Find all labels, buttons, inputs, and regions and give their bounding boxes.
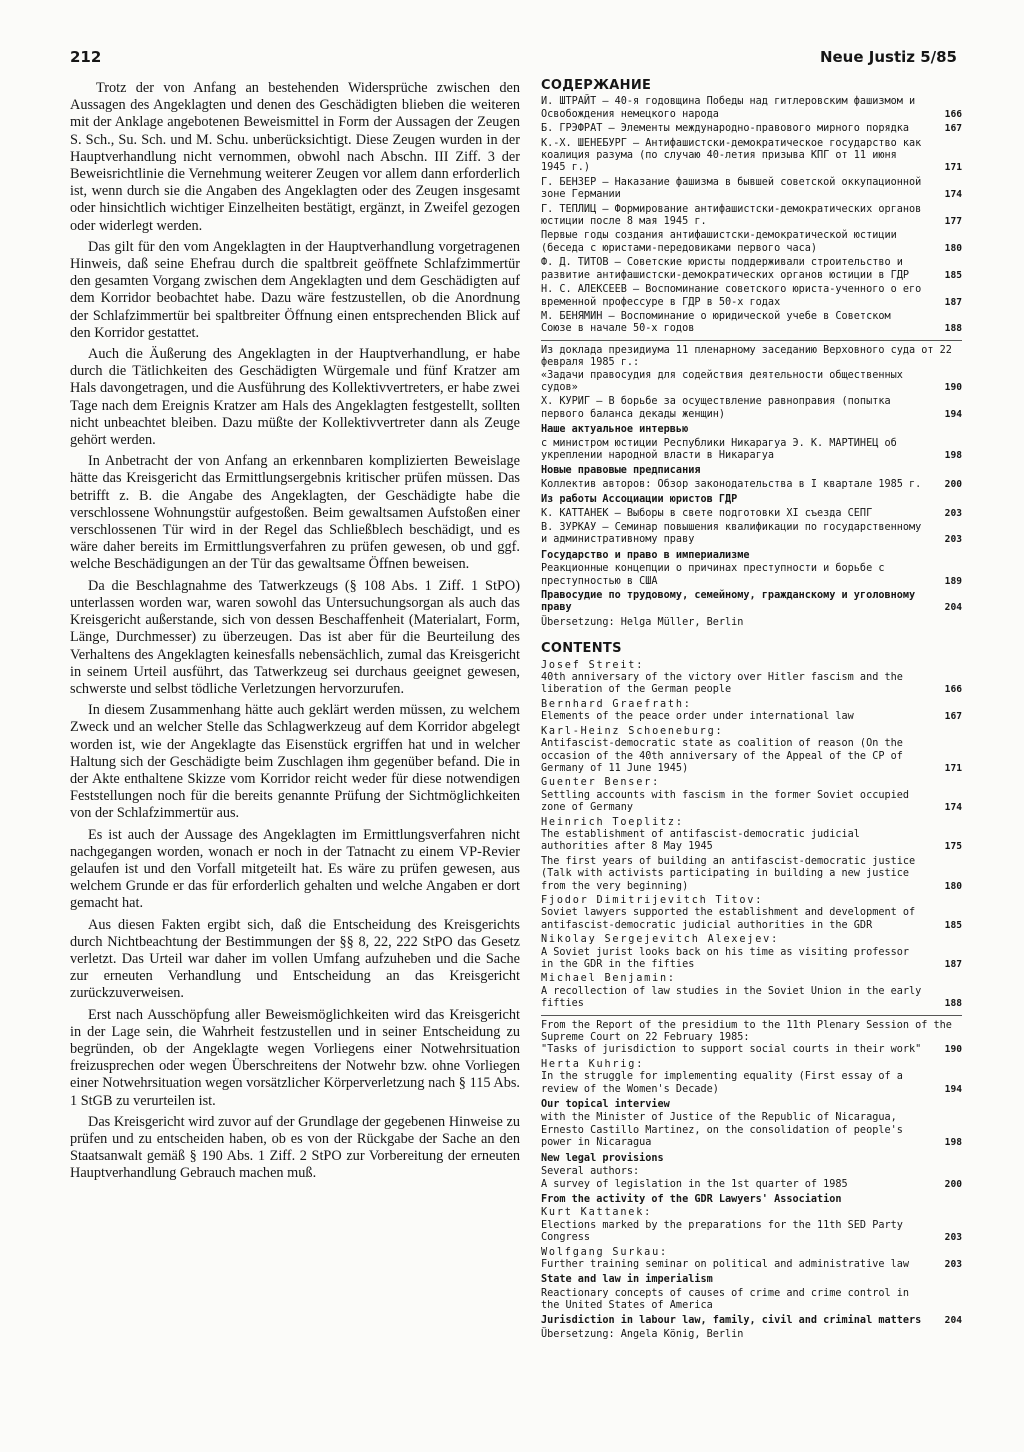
toc-entry[interactable]: [541, 522, 962, 547]
toc-entry-text: A survey of legislation in the 1st quarter of 1985: [541, 1178, 848, 1190]
article-column: [70, 80, 520, 1187]
toc-entry-page: 203: [944, 534, 962, 546]
toc-section-heading: New legal provisions: [541, 1152, 664, 1164]
toc-entry[interactable]: [541, 438, 962, 463]
toc-entry[interactable]: [541, 96, 962, 121]
toc-entry-page: 174: [944, 802, 962, 814]
toc-entry[interactable]: [541, 479, 962, 491]
toc-author: Karl-Heinz Schoeneburg:: [541, 725, 724, 737]
page-number: 212: [70, 48, 102, 66]
toc-entry-text: «Задачи правосудия для содействия деятельности общественных судов»: [541, 369, 903, 393]
toc-entry[interactable]: [541, 508, 962, 520]
toc-entry-page: 203: [944, 507, 962, 519]
toc-entry-page: 198: [944, 449, 962, 461]
toc-entry-text: The first years of building an antifascist-democratic justice (Talk with activists participating in building a new justice from the very beginning): [541, 855, 916, 892]
toc-entry-text: Б. ГРЭФРАТ — Элементы международно-правового мирного порядка: [541, 123, 910, 135]
toc-entry[interactable]: [541, 817, 962, 854]
toc-entry[interactable]: [541, 138, 962, 175]
toc-section-heading: Our topical interview: [541, 1099, 670, 1111]
toc-author: Bernhard Graefrath:: [541, 698, 692, 710]
body-paragraph: Das gilt für den vom Angeklagten in der Hauptverhandlung vorgetragenen Hinweis, daß seine Ehefrau durch die spaltbreit geöffnete Schlafzimmertür den gesamten Vorgang zwischen dem Angeklagten und dem Geschädigten auf dem Korridor beobachtet habe. Dazu wäre festzustellen, ob die Anordnung der Schlafzimmertür bei spaltbreiter Öffnung einen entsprechenden Blick auf den Korridor gestattet.: [70, 238, 520, 341]
toc-section-heading: Государство и право в империализме: [541, 549, 750, 561]
journal-issue: Neue Justiz 5/85: [819, 48, 957, 66]
toc-section-heading: Из работы Ассоциации юристов ГДР: [541, 494, 738, 506]
toc-entry[interactable]: [541, 1315, 962, 1327]
toc-entry-page: 203: [944, 1258, 962, 1270]
toc-author: Wolfgang Surkau:: [541, 1246, 668, 1258]
body-paragraph: In Anbetracht der von Anfang an erkennbaren komplizierten Beweislage hätte das Kreisgericht das Ermittlungsergebnis kritischer prüfen müssen. Das betrifft z. B. die Angabe des Angeklagten, der Geschädigte habe die verschlossene Wohnungstür aufgestoßen. Beim gewaltsamen Aufstoßen einer verschlossenen Tür wird in der Regel das Schließblech beschädigt, und es wäre daher bereits im Ermittlungsverfahren zu prüfen gewesen, ob und ggf. welche Beschädigungen an der Tür das gewaltsame Öffnen beweisen.: [70, 453, 520, 573]
toc-entry-page: 180: [944, 242, 962, 254]
toc-entry-text: И. ШТРАЙТ — 40-я годовщина Победы над гитлеровским фашизмом и Освобождения немецкого народа: [541, 96, 916, 120]
contents-column: [541, 80, 962, 1341]
toc-entry-page: 198: [944, 1137, 962, 1149]
body-paragraph: Das Kreisgericht wird zuvor auf der Grundlage der gegebenen Hinweise zu prüfen und zu entscheiden haben, ob es von der Rückgabe der Sache an den Staatsanwalt gemäß § 190 Abs. 1 Ziff. 2 StPO zur Vorbereitung der erneuten Hauptverhandlung Gebrauch machen muß.: [70, 1113, 520, 1182]
toc-author: Fjodor Dimitrijevitch Titov:: [541, 894, 764, 906]
toc-entry-text: The establishment of antifascist-democratic judicial authorities after 8 May 1945: [541, 828, 860, 853]
toc-entry-text: Н. С. АЛЕКСЕЕВ — Воспоминание советского юриста-ученного о его временной профессуре в ГДР в 50-х годах: [541, 284, 922, 308]
toc-entry[interactable]: [541, 973, 962, 1010]
toc-entry[interactable]: [541, 396, 962, 421]
toc-entry-text: Elements of the peace order under international law: [541, 711, 854, 723]
toc-entry[interactable]: [541, 726, 962, 776]
toc-entry[interactable]: [541, 1166, 962, 1191]
toc-entry-page: 190: [944, 1044, 962, 1056]
toc-entry[interactable]: [541, 934, 962, 971]
toc-entry[interactable]: [541, 590, 962, 615]
toc-entry-text: Elections marked by the preparations for the 11th SED Party Congress: [541, 1219, 903, 1244]
toc-entry-text: К. КАТТАНЕК — Выборы в свете подготовки XI съезда СЕПГ: [541, 507, 873, 519]
toc-entry-page: 166: [944, 108, 962, 120]
toc-entry-page: 194: [944, 408, 962, 420]
toc-entry-page: 166: [944, 684, 962, 696]
toc-entry[interactable]: [541, 1288, 962, 1313]
toc-entry-page: 187: [944, 296, 962, 308]
toc-entry-text: Jurisdiction in labour law, family, civil and criminal matters: [541, 1314, 922, 1326]
toc-entry[interactable]: [541, 1247, 962, 1272]
toc-entry[interactable]: [541, 1044, 962, 1056]
toc-entry-text: A Soviet jurist looks back on his time as visiting professor in the GDR in the fifties: [541, 946, 910, 970]
body-paragraph: Es ist auch der Aussage des Angeklagten im Ermittlungsverfahren nicht nachgegangen worden, wonach er noch in der Tatnacht zu einem VP-Revier gelaufen ist und den Vorfall mitgeteilt hat. Es wäre zu prüfen gewesen, aus welchem Grunde er das für erforderlich gehalten und welche Angaben er dort gemacht hat.: [70, 826, 520, 912]
toc-entry-page: 171: [944, 162, 962, 174]
toc-report-intro: Из доклада президиума 11 пленарному заседанию Верховного суда от 22 февраля 1985 г.:: [541, 344, 952, 369]
toc-entry[interactable]: [541, 660, 962, 697]
toc-entry[interactable]: [541, 1112, 962, 1149]
toc-entry[interactable]: [541, 370, 962, 395]
toc-author: Heinrich Toeplitz:: [541, 816, 684, 828]
toc-entry-text: Реакционные концепции о причинах преступности и борьбе с преступностью в США: [541, 563, 885, 587]
toc-entry-text: Ф. Д. ТИТОВ — Советские юристы поддерживали строительство и развитие антифашистски-демократических органов юстиции в ГДР: [541, 257, 910, 281]
toc-entry-page: 167: [944, 711, 962, 723]
toc-entry-text: Г. ТЕПЛИЦ — Формирование антифашистски-демократических органов юстиции после 8 мая 1945 г.: [541, 203, 922, 228]
toc-author: Herta Kuhrig:: [541, 1058, 645, 1070]
toc-author: Michael Benjamin:: [541, 973, 676, 985]
toc-entry-text: with the Minister of Justice of the Republic of Nicaragua, Ernesto Castillo Martinez, on the consolidation of people's power in Nicaragua: [541, 1112, 903, 1149]
toc-entry[interactable]: [541, 177, 962, 202]
separator: [541, 1015, 962, 1016]
toc-section-heading: From the activity of the GDR Lawyers' Association: [541, 1193, 842, 1205]
toc-entry-page: 174: [944, 189, 962, 201]
toc-entry-page: 185: [944, 269, 962, 281]
toc-author: Kurt Kattanek:: [541, 1207, 653, 1219]
toc-entry-page: 189: [944, 575, 962, 587]
toc-section-heading: Новые правовые предписания: [541, 465, 701, 477]
translator-credit: Übersetzung: Helga Müller, Berlin: [541, 616, 744, 628]
toc-author: Nikolay Sergejevitch Alexejev:: [541, 934, 780, 946]
toc-section-heading: Наше актуальное интервью: [541, 424, 689, 436]
toc-entry-page: 187: [944, 959, 962, 970]
toc-author: Josef Streit:: [541, 659, 645, 671]
toc-entry-page: 180: [944, 880, 962, 892]
toc-entry-text: В. ЗУРКАУ — Семинар повышения квалификации по государственному и административному праву: [541, 522, 922, 546]
toc-entry[interactable]: [541, 284, 962, 309]
translator-credit: Übersetzung: Angela König, Berlin: [541, 1328, 744, 1340]
toc-entry-text: Коллектив авторов: Обзор законодательства в I квартале 1985 г.: [541, 478, 922, 490]
toc-entry-text: Первые годы создания антифашистски-демократической юстиции (беседа с юристами-передовиками первого часа): [541, 230, 897, 254]
toc-entry-text: A recollection of law studies in the Soviet Union in the early fifties: [541, 985, 922, 1010]
toc-entry[interactable]: [541, 311, 962, 336]
separator: [541, 340, 962, 341]
toc-entry-text: Antifascist-democratic state as coalition of reason (On the occasion of the 40th anniversary of the Appeal of the CP of Germany of 11 June 1945): [541, 738, 903, 774]
toc-entry-text: Х. КУРИГ — В борьбе за осуществление равноправия (попытка первого баланса декады женщин): [541, 396, 891, 420]
toc-entry-text: Г. БЕНЗЕР — Наказание фашизма в бывшей советской оккупационной зоне Германии: [541, 176, 922, 201]
toc-entry[interactable]: [541, 257, 962, 282]
toc-entry[interactable]: [541, 1059, 962, 1096]
toc-entry[interactable]: [541, 777, 962, 814]
body-paragraph: Erst nach Ausschöpfung aller Beweismöglichkeiten wird das Kreisgericht in der Lage sein, die Wahrheit festzustellen und in seiner Entscheidung zu begründen, ob der Angeklagte wegen Vorliegens einer Notwehrsituation freizusprechen oder wegen Überschreitens der Notwehr bzw. ohne Vorliegen einer Notwehrsituation wegen vorsätzlicher Körperverletzung nach § 115 Abs. 1 StGB zu verurteilen ist.: [70, 1006, 520, 1109]
toc-entry-page: 200: [944, 478, 962, 490]
toc-entry-page: 200: [944, 1178, 962, 1190]
toc-author: Guenter Benser:: [541, 777, 661, 789]
toc-entry[interactable]: [541, 563, 962, 588]
toc-entry-page: 188: [944, 998, 962, 1010]
toc-entry-text: К.-Х. ШЕНЕБУРГ — Антифашистски-демократическое государство как коалиция разума (по случаю 40-летия призыва КПГ от 11 июня 1945 г.): [541, 137, 922, 174]
toc-entry-page: 203: [944, 1232, 962, 1244]
toc-entry-page: 177: [944, 216, 962, 228]
toc-entry-text: In the struggle for implementing equality (First essay of a review of the Women's Decade): [541, 1071, 903, 1095]
body-paragraph: In diesem Zusammenhang hätte auch geklärt werden müssen, zu welchem Zweck und an welcher Stelle das Schlagwerkzeug auf dem Korridor abgelegt worden ist, wie der Angeklagte das Eisenstück ergriffen hat und in welcher Haltung sich der Geschädigte beim Zuschlagen ihm gegenüber befand. Die in der Akte enthaltene Skizze vom Korridor reicht weder für diese notwendigen Feststellungen noch für die bereits genannte Prüfung der Sichtmöglichkeiten von der Schlafzimmertür aus.: [70, 702, 520, 822]
toc-entry[interactable]: [541, 1207, 962, 1244]
body-paragraph: Auch die Äußerung des Angeklagten in der Hauptverhandlung, er habe durch die Tätlichkeiten des Geschädigten Würgemale und fünf Kratzer am Hals davongetragen, und die Ausführung des Kollektivvertreters, er habe zwei Tage nach dem Ereignis Kratzer am Hals des Angeklagten festgestellt, sollten nicht unbeachtet bleiben. Dazu müßte der Kollektivvertreter dann als Zeuge gehört werden.: [70, 346, 520, 449]
toc-entry-text: 40th anniversary of the victory over Hitler fascism and the liberation of the German people: [541, 672, 903, 696]
toc-entry[interactable]: [541, 230, 962, 255]
toc-entry-text: Further training seminar on political and administrative law: [541, 1258, 910, 1270]
page-header: [70, 48, 957, 70]
toc-entry-page: 185: [944, 919, 962, 931]
toc-entry[interactable]: [541, 699, 962, 724]
toc-entry[interactable]: [541, 204, 962, 229]
toc-entry-text: "Tasks of jurisdiction to support social courts in their work": [541, 1044, 922, 1056]
russian-contents-title: СОДЕРЖАНИЕ: [541, 78, 652, 93]
toc-entry[interactable]: [541, 895, 962, 932]
body-paragraph: Trotz der von Anfang an bestehenden Widersprüche zwischen den Aussagen des Angeklagten und denen des Geschädigten blieben die weiteren mit der Anklage angebotenen Beweismittel in Form der Aussagen der Zeugen S. Sch., Su. Sch. und M. Schu. unberücksichtigt. Diese Zeugen wurden in der Hauptverhandlung nicht vernommen, obwohl nach Abschn. III Ziff. 3 der Beweisrichtlinie die Vernehmung weiterer Zeugen vor allem dann erforderlich ist, wenn durch sie die Angaben des Angeklagten oder des Zeugen insgesamt oder hinsichtlich wichtiger Einzelheiten bestätigt, ergänzt, in Zweifel gezogen oder widerlegt werden.: [70, 80, 520, 234]
toc-entry-text: Правосудие по трудовому, семейному, гражданскому и уголовному праву: [541, 590, 916, 614]
toc-entry-page: 190: [944, 381, 962, 393]
toc-entry-text: М. БЕНЯМИН — Воспоминание о юридической учебе в Советском Союзе в начале 50-х годов: [541, 310, 891, 335]
toc-entry-text: Settling accounts with fascism in the former Soviet occupied zone of Germany: [541, 789, 910, 814]
toc-entry-text: с министром юстиции Республики Никарагуа Э. К. МАРТИНЕЦ об укреплении народной власти в Никарагуа: [541, 437, 897, 461]
toc-entry-page: 175: [944, 841, 962, 853]
toc-entry-page: 204: [944, 602, 962, 614]
toc-entry-page: 171: [944, 762, 962, 774]
toc-entry-page: 194: [944, 1083, 962, 1095]
toc-entry[interactable]: [541, 856, 962, 893]
toc-entry-page: 204: [944, 1314, 962, 1326]
body-paragraph: Aus diesen Fakten ergibt sich, daß die Entscheidung des Kreisgerichts durch Nichtbeachtung der Bestimmungen der §§ 8, 22, 222 StPO das Gesetz verletzt. Das Urteil war daher im vollen Umfang aufzuheben und die Sache zur erneuten Verhandlung und Entscheidung an das Kreisgericht zurückzuverweisen.: [70, 916, 520, 1002]
toc-entry-text: Reactionary concepts of causes of crime and crime control in the United States of America: [541, 1287, 910, 1312]
toc-entry-page: 167: [944, 123, 962, 135]
toc-section-heading: State and law in imperialism: [541, 1274, 713, 1286]
toc-author: Several authors:: [541, 1166, 640, 1178]
toc-report-intro: From the Report of the presidium to the 11th Plenary Session of the Supreme Court on 22 February 1985:: [541, 1019, 952, 1044]
toc-entry-page: 188: [944, 323, 962, 335]
body-paragraph: Da die Beschlagnahme des Tatwerkzeugs (§ 108 Abs. 1 Ziff. 1 StPO) unterlassen worden war, waren sowohl das Untersuchungsorgan als auch das Kreisgericht außerstande, sich von dessen Beschaffenheit (Materialart, Form, Länge, Durchmesser) zu überzeugen. Das ist aber für die Beurteilung des Verhaltens des Angeklagten keinesfalls nebensächlich, zumal das Kreisgericht in seinem Urteil ausführt, das Tatwerkzeug sei durchaus geeignet gewesen, schwerste und selbst tödliche Verletzungen hervorzurufen.: [70, 577, 520, 697]
toc-entry-text: Soviet lawyers supported the establishment and development of antifascist-democratic judicial authorities in the GDR: [541, 907, 916, 931]
english-contents-title: CONTENTS: [541, 641, 622, 657]
toc-entry[interactable]: [541, 123, 962, 135]
